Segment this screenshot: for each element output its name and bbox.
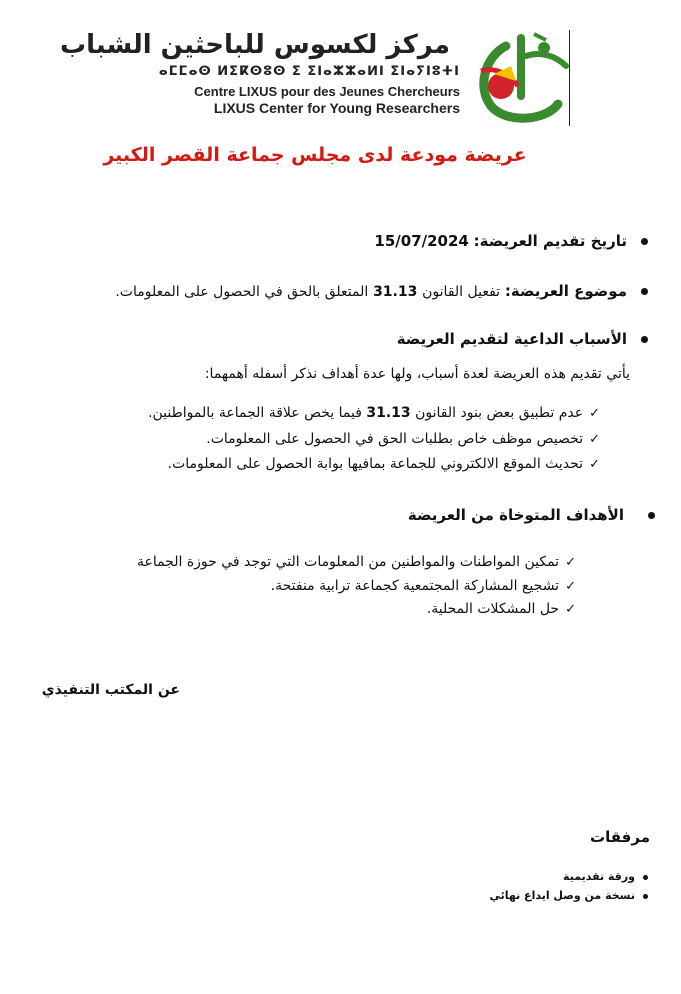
org-name-tifinagh: ⴰⵎⵎⴰⵙ ⵍⵉⴽⵙⵓⵙ ⵉ ⵉⵏⴰⵣⵣⴰⵍⵏ ⵉⵏⴰⵢⵏⵓⵜⵏ (158, 64, 460, 79)
org-name-arabic: مركز لكسوس للباحثين الشباب (60, 30, 450, 60)
check-icon: ✓ (589, 406, 600, 421)
goal-text: تمكين المواطنات والمواطنين من المعلومات التي توجد في حوزة الجماعة (136, 554, 560, 570)
check-icon: ✓ (565, 602, 576, 617)
goal-item (80, 601, 576, 617)
petition-title: عريضة مودعة لدى مجلس جماعة القصر الكبير (103, 144, 527, 166)
reasons-intro: يأتي تقديم هذه العريضة لعدة أسباب، ولها عدة أهداف نذكر أسفله أهمهما: (204, 366, 630, 382)
reason-item (80, 405, 600, 421)
reason-text-before: عدم تطبيق بعض بنود القانون (415, 405, 584, 421)
subject-text-before: تفعيل القانون (422, 284, 501, 300)
attachment-item (480, 870, 648, 883)
org-name-french: Centre LIXUS pour des Jeunes Chercheurs (194, 84, 460, 99)
signature: عن المكتب التنفيذي (41, 682, 180, 698)
goals-heading (330, 506, 655, 524)
goal-item (80, 554, 576, 570)
goal-item (80, 578, 576, 594)
attachments-heading: مرفقات (590, 828, 650, 846)
reason-item (80, 431, 600, 447)
goal-text: تشجيع المشاركة المجتمعية كجماعة ترابية منفتحة. (270, 578, 560, 594)
check-icon: ✓ (589, 432, 600, 447)
check-icon: ✓ (565, 579, 576, 594)
bullet-dot (641, 238, 648, 245)
reasons-heading-text: الأسباب الداعية لتقديم العريضة (396, 330, 627, 348)
subject-law-number: 31.13 (373, 284, 418, 300)
attachment-text: نسخة من وصل ايداع نهائي (489, 889, 635, 902)
bullet-dot (641, 336, 648, 343)
bullet-dot (643, 875, 648, 880)
reason-law-number: 31.13 (366, 405, 411, 421)
goals-heading-text: الأهداف المتوخاة من العريضة (407, 506, 624, 524)
reasons-heading (300, 330, 648, 348)
bullet-dot (643, 894, 648, 899)
subject-line (100, 282, 648, 300)
org-name-english: LIXUS Center for Young Researchers (213, 100, 460, 116)
date-line (200, 232, 648, 250)
bullet-dot (648, 512, 655, 519)
date-label: تاريخ تقديم العريضة: (473, 232, 627, 250)
reason-text: تحديث الموقع الالكتروني للجماعة بمافيها بوابة الحصول على المعلومات. (167, 456, 584, 472)
date-value: 15/07/2024 (374, 232, 469, 250)
subject-text-after: المتعلق بالحق في الحصول على المعلومات. (115, 284, 369, 300)
goal-text: حل المشكلات المحلية. (426, 601, 560, 617)
attachment-text: ورقة تقديمية (563, 870, 635, 883)
attachment-item (440, 889, 648, 902)
reason-item (80, 456, 600, 472)
check-icon: ✓ (589, 457, 600, 472)
reason-text-after: فيما يخص علاقة الجماعة بالمواطنين. (148, 405, 362, 421)
bullet-dot (641, 288, 648, 295)
lixus-logo-icon (466, 26, 572, 126)
subject-label: موضوع العريضة: (504, 282, 627, 300)
check-icon: ✓ (565, 555, 576, 570)
reason-text: تخصيص موظف خاص بطلبات الحق في الحصول على المعلومات. (206, 431, 584, 447)
